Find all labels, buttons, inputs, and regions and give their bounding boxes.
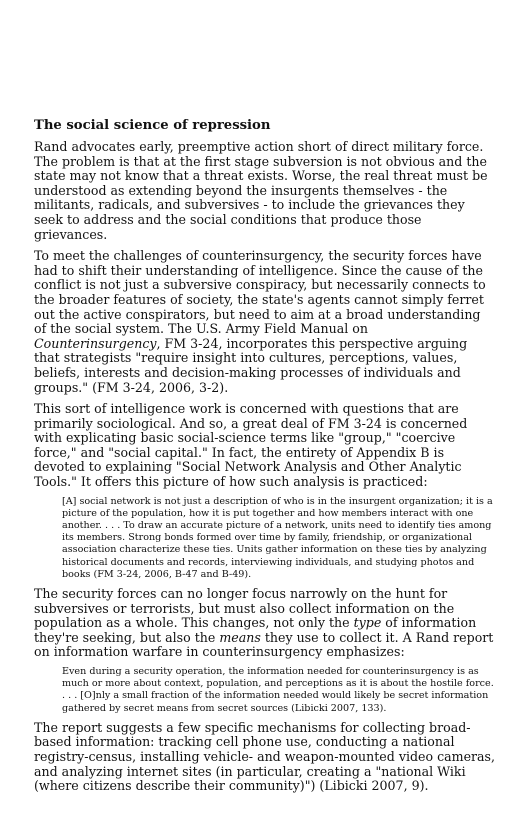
paragraph-2: [34, 249, 496, 395]
paragraph-1: Rand advocates early, preemptive action short of direct military force. The problem is that at the first stage subversion is not obvious and the state may not know that a threat exists. Worse, the real threat must be understood as extending beyond the insurgents themselves - the militants, radicals, and subversives - to include the grievances they seek to address and the social conditions that produce those grievances.: [34, 139, 488, 242]
paragraph-3: This sort of intelligence work is concerned with questions that are primarily sociological. And so, a great deal of FM 3-24 is concerned with explicating basic social-science terms like "group," "coercive force," and "social capital." In fact, the entirety of Appendix B is devoted to explaining "Social Network Analysis and Other Analytic Tools." It offers this picture of how such analysis is practiced:: [34, 401, 468, 490]
paragraph-2-text-b: , FM 3-24, incorporates this perspective arguing that strategists "require insight into cultures, perceptions, values, beliefs, interests and decision-making processes of individuals and groups." (FM 3-24, 2006, 3-2).: [34, 335, 468, 395]
paragraph-4-text-a: The security forces can no longer focus narrowly on the hunt for subversives or terrorists, but must also collect information on the population as a whole. This changes, not only the: [34, 586, 455, 631]
document-body: [34, 117, 496, 801]
paragraph-4-text-b: of information they're seeking, but also the: [34, 615, 477, 645]
paragraph-4-text-c: they use to collect it. A Rand report on information warfare in counterinsurgency emphasizes:: [34, 629, 494, 660]
paragraph-2-italic-title: Counterinsurgency: [34, 335, 157, 351]
paragraph-5: The report suggests a few specific mechanisms for collecting broad-based information: tracking cell phone use, conducting a national registry-census, installing vehicle- and weapon-mounted video cameras, and analyzing internet sites (in particular, creating a "national Wiki (where citizens describe their community)") (Libicki 2007, 9).: [34, 719, 496, 794]
paragraph-4-italic-means: means: [219, 629, 261, 645]
paragraph-2-text-a: To meet the challenges of counterinsurgency, the security forces have had to shift their understanding of intelligence. Since the cause of the conflict is not just a subversive conspiracy, but necessarily connects to the broader features of society, the state's agents cannot simply ferret out the active conspirators, but need to aim at a broad understanding of the social system. The U.S. Army Field Manual on: [34, 248, 486, 337]
paragraph-4: [34, 587, 496, 660]
block-quote-2: Even during a security operation, the information needed for counterinsurgency is as much or more about context, population, and perceptions as it is about the hostile force. . . . [O]nly a small fraction of the information needed would likely be secret information gathered by secret means from secret sources (Libicki 2007, 133).: [62, 666, 494, 714]
block-quote-1: [A] social network is not just a description of who is in the insurgent organization; it is a picture of the population, how it is put together and how members interact with one another. . . . To draw an accurate picture of a network, units need to identify ties among its members. Strong bonds formed over time by family, friendship, or organizational association characterize these ties. Units gather information on these ties by analyzing historical documents and records, interviewing individuals, and studying photos and books (FM 3-24, 2006, B-47 and B-49).: [62, 495, 493, 580]
paragraph-4-italic-type: type: [353, 615, 382, 631]
section-heading: The social science of repression: [34, 118, 271, 133]
